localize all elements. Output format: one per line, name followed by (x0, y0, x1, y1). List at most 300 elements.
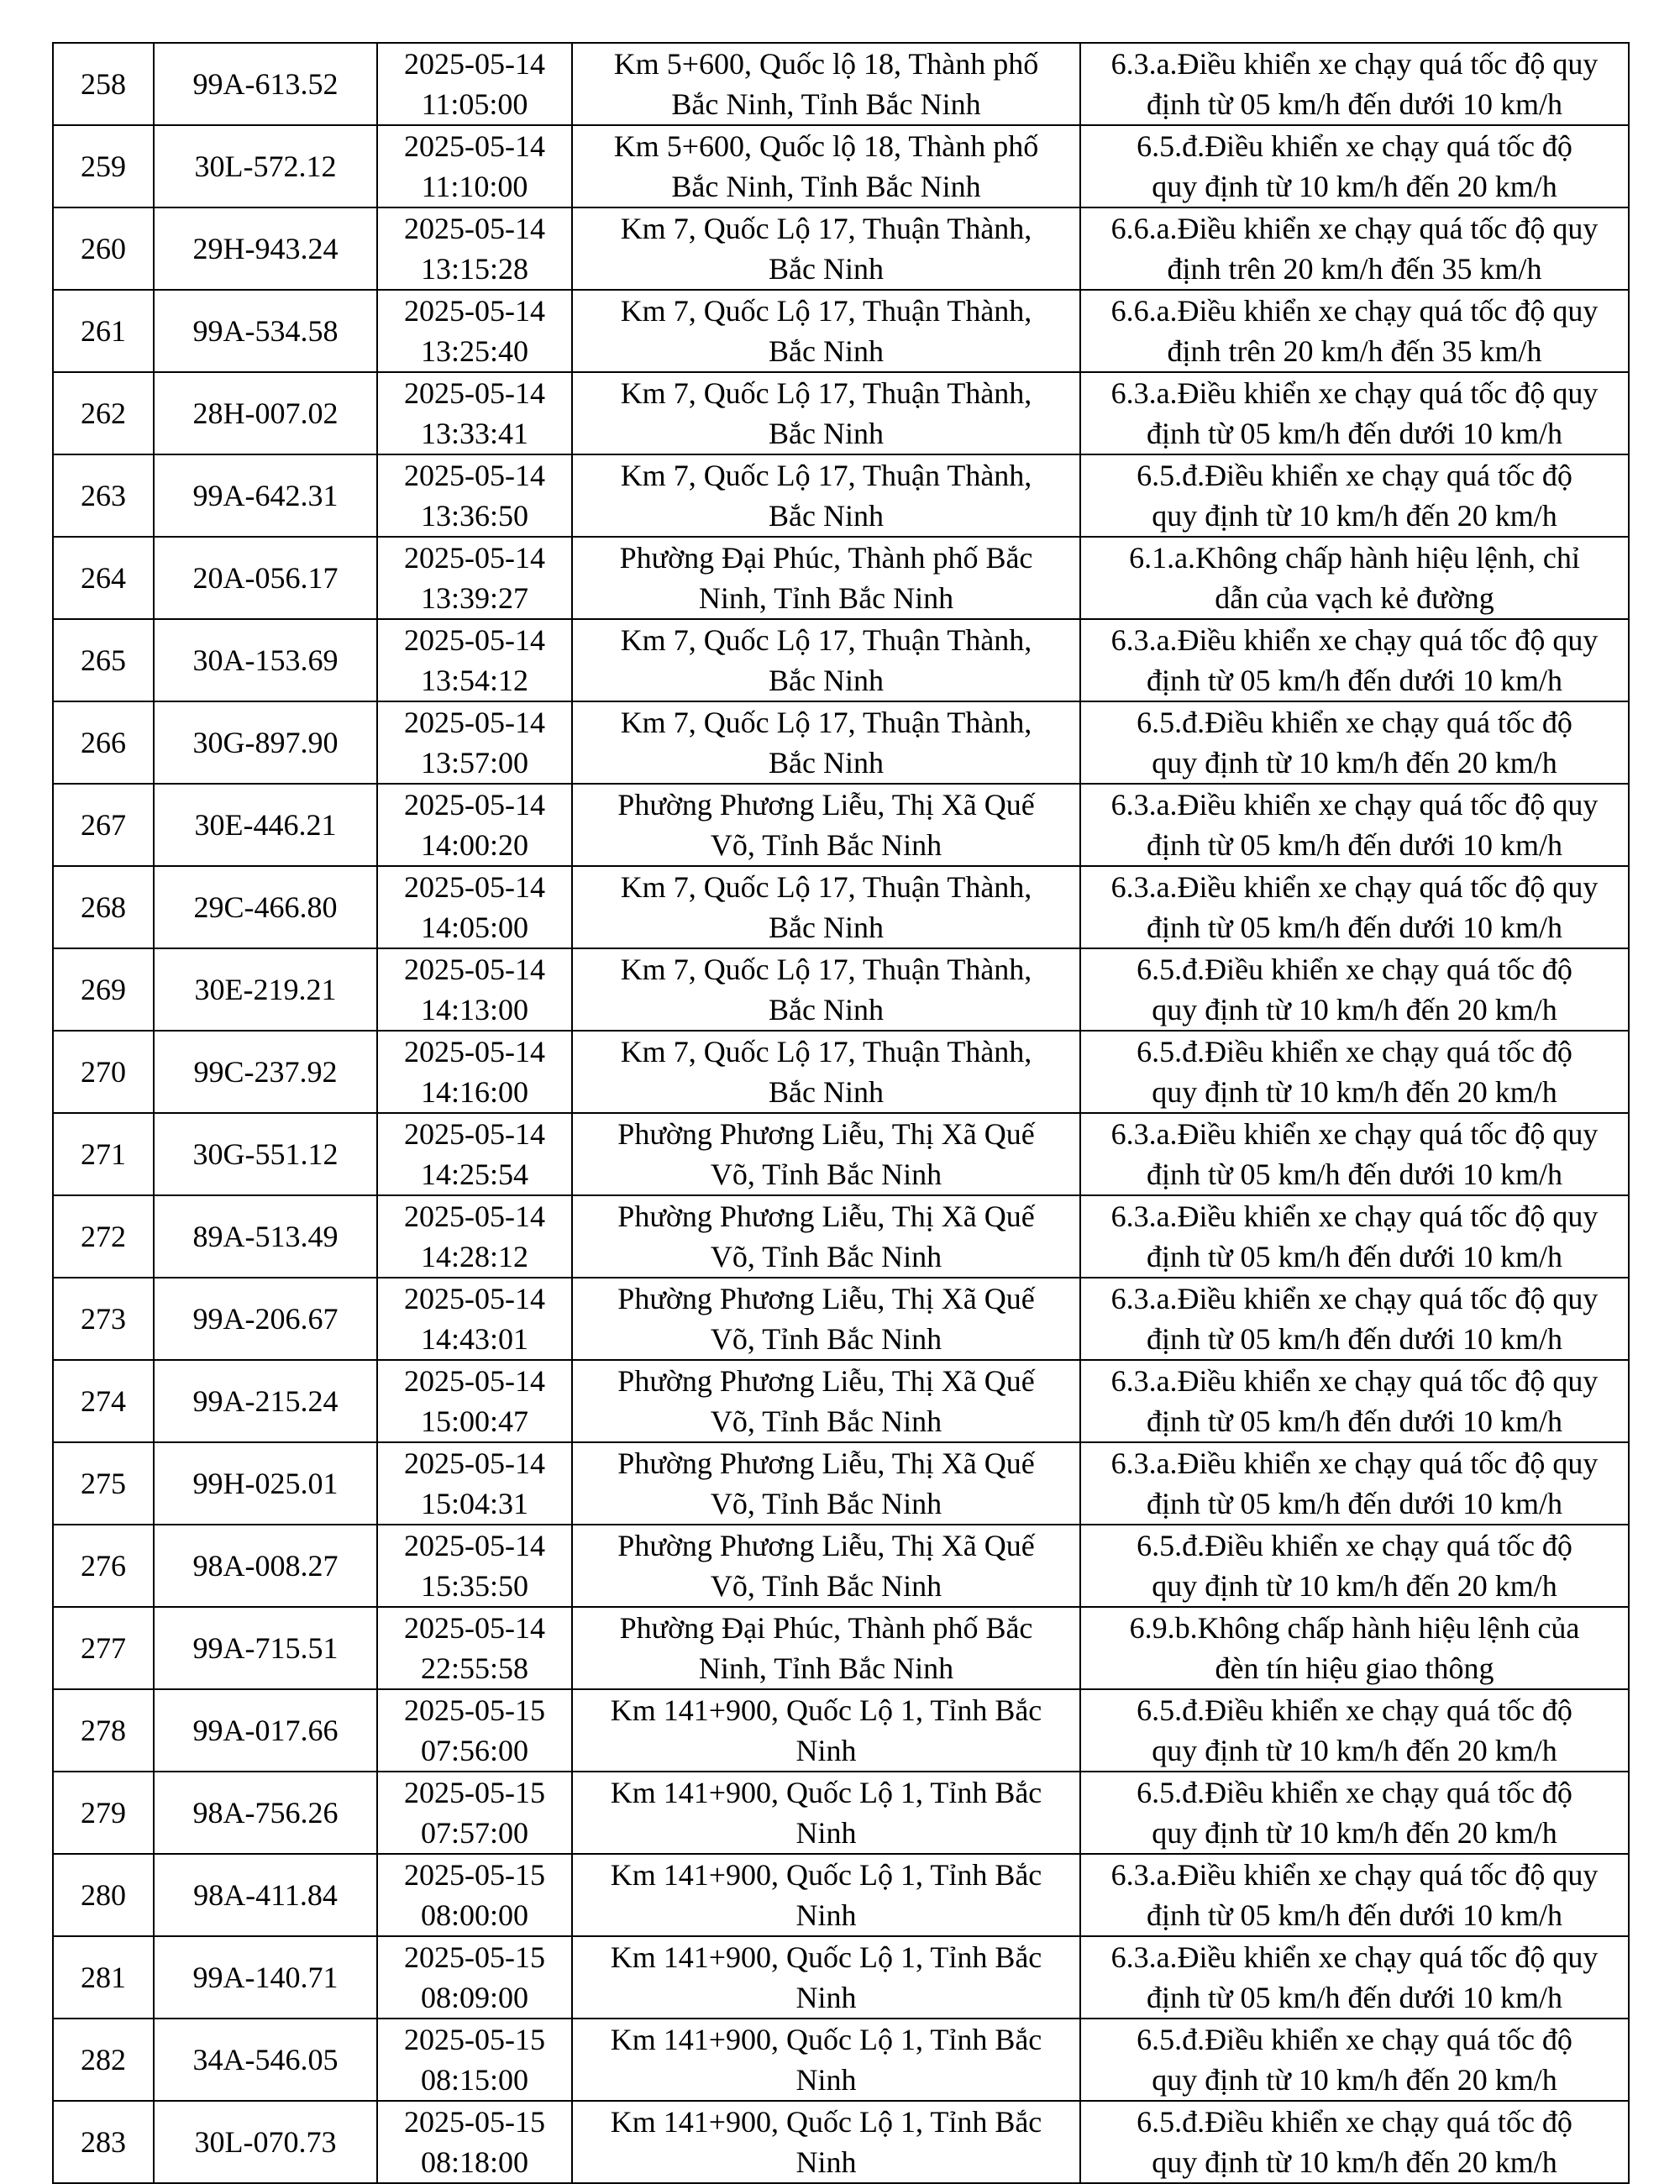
violation-cell (1080, 290, 1629, 372)
timestamp-cell (377, 1936, 572, 2019)
location-line-2: Bắc Ninh (769, 417, 884, 450)
row-number-cell (53, 1031, 154, 1113)
violation-cell (1080, 1031, 1629, 1113)
violation-cell (1080, 948, 1629, 1031)
license-plate-cell (154, 1031, 377, 1113)
violation-cell (1080, 866, 1629, 948)
location-line-2: Bắc Ninh (769, 1075, 884, 1109)
location-cell (572, 1525, 1080, 1607)
license-plate: 99A-715.51 (192, 1631, 339, 1665)
violation-line-1: 6.3.a.Điều khiển xe chạy quá tốc độ quy (1110, 1117, 1599, 1151)
violation-time: 13:39:27 (420, 581, 528, 615)
violation-date: 2025-05-14 (404, 129, 545, 163)
license-plate-cell (154, 1360, 377, 1442)
violation-line-1: 6.3.a.Điều khiển xe chạy quá tốc độ quy (1110, 1940, 1599, 1974)
violation-date: 2025-05-14 (404, 1446, 545, 1480)
license-plate: 30G-897.90 (192, 726, 339, 759)
table-row (53, 2101, 1629, 2183)
violation-line-2: định từ 05 km/h đến dưới 10 km/h (1146, 1240, 1563, 1273)
row-number-cell (53, 701, 154, 784)
license-plate-cell (154, 1607, 377, 1689)
violation-line-2: định từ 05 km/h đến dưới 10 km/h (1146, 911, 1563, 944)
row-number: 266 (81, 726, 126, 759)
location-line-2: Võ, Tỉnh Bắc Ninh (710, 1158, 942, 1191)
violation-line-1: 6.3.a.Điều khiển xe chạy quá tốc độ quy (1110, 1858, 1599, 1892)
location-line-2: Ninh (795, 1734, 857, 1767)
violation-date: 2025-05-14 (404, 1035, 545, 1068)
location-line-2: Bắc Ninh (769, 664, 884, 697)
violation-time: 11:05:00 (421, 87, 528, 121)
location-cell (572, 948, 1080, 1031)
location-line-1: Km 7, Quốc Lộ 17, Thuận Thành, (620, 870, 1032, 904)
row-number-cell (53, 2019, 154, 2101)
location-line-1: Km 7, Quốc Lộ 17, Thuận Thành, (620, 294, 1032, 328)
violation-line-1: 6.3.a.Điều khiển xe chạy quá tốc độ quy (1110, 1200, 1599, 1233)
violation-line-1: 6.5.đ.Điều khiển xe chạy quá tốc độ (1137, 129, 1572, 163)
timestamp-cell (377, 1360, 572, 1442)
license-plate: 34A-546.05 (192, 2043, 339, 2076)
license-plate: 99A-140.71 (192, 1961, 339, 1994)
row-number: 269 (81, 973, 126, 1006)
license-plate-cell (154, 1936, 377, 2019)
table-row (53, 1278, 1629, 1360)
license-plate: 89A-513.49 (192, 1220, 339, 1253)
violation-time: 11:10:00 (421, 170, 528, 203)
row-number: 281 (81, 1961, 126, 1994)
row-number-cell (53, 1689, 154, 1772)
timestamp-cell (377, 1442, 572, 1525)
location-line-1: Km 141+900, Quốc Lộ 1, Tỉnh Bắc (610, 1858, 1042, 1892)
location-line-2: Bắc Ninh, Tỉnh Bắc Ninh (671, 170, 981, 203)
row-number: 262 (81, 396, 126, 430)
table-row (53, 619, 1629, 701)
row-number: 277 (81, 1631, 126, 1665)
row-number: 263 (81, 479, 126, 512)
location-cell (572, 207, 1080, 290)
violation-time: 15:35:50 (420, 1569, 528, 1603)
location-line-1: Phường Đại Phúc, Thành phố Bắc (619, 1611, 1033, 1645)
violation-date: 2025-05-14 (404, 47, 545, 81)
violation-line-2: quy định từ 10 km/h đến 20 km/h (1152, 1734, 1557, 1767)
license-plate: 99H-025.01 (192, 1467, 339, 1500)
timestamp-cell (377, 1525, 572, 1607)
timestamp-cell (377, 1689, 572, 1772)
row-number-cell (53, 1936, 154, 2019)
table-row (53, 1031, 1629, 1113)
table-row (53, 454, 1629, 537)
violation-cell (1080, 1360, 1629, 1442)
row-number: 260 (81, 232, 126, 265)
license-plate: 99A-613.52 (192, 67, 339, 101)
violation-time: 08:18:00 (420, 2145, 528, 2179)
violation-date: 2025-05-15 (404, 2105, 545, 2139)
violation-time: 08:15:00 (420, 2063, 528, 2097)
violation-line-2: định từ 05 km/h đến dưới 10 km/h (1146, 1158, 1563, 1191)
violation-cell (1080, 1442, 1629, 1525)
row-number: 271 (81, 1137, 126, 1171)
location-line-1: Phường Phương Liễu, Thị Xã Quế (617, 1200, 1035, 1233)
location-line-1: Phường Phương Liễu, Thị Xã Quế (617, 1446, 1035, 1480)
table-row (53, 1772, 1629, 1854)
license-plate: 30E-446.21 (194, 808, 337, 842)
table-row (53, 125, 1629, 207)
violation-line-2: định từ 05 km/h đến dưới 10 km/h (1146, 1487, 1563, 1520)
violation-date: 2025-05-15 (404, 1693, 545, 1727)
timestamp-cell (377, 784, 572, 866)
violation-date: 2025-05-14 (404, 1282, 545, 1315)
table-row (53, 1360, 1629, 1442)
violation-time: 22:55:58 (420, 1651, 528, 1685)
violation-line-1: 6.5.đ.Điều khiển xe chạy quá tốc độ (1137, 1529, 1572, 1562)
location-line-1: Phường Phương Liễu, Thị Xã Quế (617, 788, 1035, 822)
violation-time: 14:28:12 (420, 1240, 528, 1273)
location-line-2: Ninh, Tỉnh Bắc Ninh (698, 581, 954, 615)
row-number: 272 (81, 1220, 126, 1253)
location-cell (572, 619, 1080, 701)
violation-date: 2025-05-14 (404, 1611, 545, 1645)
violation-line-2: dẫn của vạch kẻ đường (1215, 581, 1494, 615)
violation-line-2: định từ 05 km/h đến dưới 10 km/h (1146, 1981, 1563, 2014)
location-line-1: Km 5+600, Quốc lộ 18, Thành phố (613, 129, 1039, 163)
license-plate-cell (154, 1689, 377, 1772)
license-plate-cell (154, 207, 377, 290)
location-line-1: Phường Phương Liễu, Thị Xã Quế (617, 1282, 1035, 1315)
violation-line-2: định trên 20 km/h đến 35 km/h (1167, 252, 1542, 286)
timestamp-cell (377, 43, 572, 125)
violation-line-2: định từ 05 km/h đến dưới 10 km/h (1146, 1404, 1563, 1438)
violation-line-2: quy định từ 10 km/h đến 20 km/h (1152, 2063, 1557, 2097)
violation-cell (1080, 537, 1629, 619)
violation-time: 13:54:12 (420, 664, 528, 697)
violation-time: 13:36:50 (420, 499, 528, 533)
table-row (53, 784, 1629, 866)
row-number: 261 (81, 314, 126, 348)
row-number-cell (53, 948, 154, 1031)
license-plate-cell (154, 948, 377, 1031)
license-plate: 30L-572.12 (194, 150, 337, 183)
license-plate: 98A-008.27 (192, 1549, 339, 1583)
violation-line-2: định từ 05 km/h đến dưới 10 km/h (1146, 828, 1563, 862)
row-number-cell (53, 1278, 154, 1360)
location-cell (572, 1113, 1080, 1195)
violation-line-1: 6.1.a.Không chấp hành hiệu lệnh, chỉ (1129, 541, 1580, 575)
location-cell (572, 125, 1080, 207)
license-plate-cell (154, 1195, 377, 1278)
timestamp-cell (377, 1772, 572, 1854)
violation-date: 2025-05-14 (404, 788, 545, 822)
license-plate-cell (154, 619, 377, 701)
row-number: 283 (81, 2125, 126, 2159)
row-number-cell (53, 784, 154, 866)
violation-time: 13:33:41 (420, 417, 528, 450)
location-cell (572, 1442, 1080, 1525)
row-number-cell (53, 537, 154, 619)
timestamp-cell (377, 125, 572, 207)
violation-time: 07:56:00 (420, 1734, 528, 1767)
violation-line-1: 6.5.đ.Điều khiển xe chạy quá tốc độ (1137, 2105, 1572, 2139)
license-plate-cell (154, 125, 377, 207)
violation-date: 2025-05-14 (404, 623, 545, 657)
violation-line-1: 6.5.đ.Điều khiển xe chạy quá tốc độ (1137, 459, 1572, 492)
location-line-1: Km 5+600, Quốc lộ 18, Thành phố (613, 47, 1039, 81)
location-cell (572, 784, 1080, 866)
location-line-2: Bắc Ninh (769, 746, 884, 780)
row-number: 268 (81, 890, 126, 924)
violation-line-1: 6.3.a.Điều khiển xe chạy quá tốc độ quy (1110, 1364, 1599, 1398)
violation-date: 2025-05-14 (404, 541, 545, 575)
violation-time: 13:57:00 (420, 746, 528, 780)
location-line-1: Km 141+900, Quốc Lộ 1, Tỉnh Bắc (610, 1940, 1042, 1974)
row-number-cell (53, 1195, 154, 1278)
location-line-2: Võ, Tỉnh Bắc Ninh (710, 828, 942, 862)
row-number: 259 (81, 150, 126, 183)
violation-line-1: 6.3.a.Điều khiển xe chạy quá tốc độ quy (1110, 47, 1599, 81)
table-row (53, 2019, 1629, 2101)
violation-cell (1080, 1854, 1629, 1936)
table-row (53, 701, 1629, 784)
location-line-1: Km 7, Quốc Lộ 17, Thuận Thành, (620, 953, 1032, 986)
row-number-cell (53, 1360, 154, 1442)
location-cell (572, 1278, 1080, 1360)
location-cell (572, 454, 1080, 537)
row-number: 258 (81, 67, 126, 101)
row-number-cell (53, 290, 154, 372)
timestamp-cell (377, 866, 572, 948)
license-plate-cell (154, 701, 377, 784)
violation-cell (1080, 454, 1629, 537)
location-cell (572, 537, 1080, 619)
violation-date: 2025-05-15 (404, 1940, 545, 1974)
location-line-2: Võ, Tỉnh Bắc Ninh (710, 1487, 942, 1520)
location-cell (572, 1854, 1080, 1936)
location-line-2: Ninh (795, 2145, 857, 2179)
timestamp-cell (377, 1113, 572, 1195)
violation-line-2: đèn tín hiệu giao thông (1215, 1651, 1494, 1685)
row-number-cell (53, 1442, 154, 1525)
license-plate: 99C-237.92 (193, 1055, 338, 1089)
timestamp-cell (377, 207, 572, 290)
violation-line-2: định từ 05 km/h đến dưới 10 km/h (1146, 87, 1563, 121)
table-row (53, 372, 1629, 454)
violation-time: 08:00:00 (420, 1898, 528, 1932)
violation-line-1: 6.3.a.Điều khiển xe chạy quá tốc độ quy (1110, 1282, 1599, 1315)
row-number-cell (53, 1525, 154, 1607)
violation-line-2: quy định từ 10 km/h đến 20 km/h (1152, 1075, 1557, 1109)
location-line-2: Bắc Ninh (769, 334, 884, 368)
table-row (53, 1113, 1629, 1195)
row-number: 280 (81, 1878, 126, 1912)
location-cell (572, 866, 1080, 948)
location-cell (572, 1772, 1080, 1854)
table-row (53, 1607, 1629, 1689)
violation-line-1: 6.5.đ.Điều khiển xe chạy quá tốc độ (1137, 1035, 1572, 1068)
location-line-1: Km 7, Quốc Lộ 17, Thuận Thành, (620, 706, 1032, 739)
location-cell (572, 1360, 1080, 1442)
violation-line-1: 6.6.a.Điều khiển xe chạy quá tốc độ quy (1110, 294, 1599, 328)
timestamp-cell (377, 2101, 572, 2183)
violation-date: 2025-05-15 (404, 1858, 545, 1892)
location-line-1: Km 7, Quốc Lộ 17, Thuận Thành, (620, 459, 1032, 492)
license-plate: 99A-017.66 (192, 1714, 339, 1747)
violation-cell (1080, 701, 1629, 784)
timestamp-cell (377, 1031, 572, 1113)
violation-date: 2025-05-14 (404, 376, 545, 410)
license-plate-cell (154, 372, 377, 454)
license-plate-cell (154, 784, 377, 866)
timestamp-cell (377, 701, 572, 784)
timestamp-cell (377, 372, 572, 454)
violation-time: 13:25:40 (420, 334, 528, 368)
row-number: 265 (81, 643, 126, 677)
table-row (53, 1689, 1629, 1772)
violation-line-1: 6.3.a.Điều khiển xe chạy quá tốc độ quy (1110, 870, 1599, 904)
violation-cell (1080, 619, 1629, 701)
violation-cell (1080, 207, 1629, 290)
violation-line-2: quy định từ 10 km/h đến 20 km/h (1152, 2145, 1557, 2179)
violation-line-1: 6.5.đ.Điều khiển xe chạy quá tốc độ (1137, 953, 1572, 986)
violation-time: 14:43:01 (420, 1322, 528, 1356)
row-number: 264 (81, 561, 126, 595)
violation-line-2: định từ 05 km/h đến dưới 10 km/h (1146, 664, 1563, 697)
location-line-1: Phường Đại Phúc, Thành phố Bắc (619, 541, 1033, 575)
violation-line-2: quy định từ 10 km/h đến 20 km/h (1152, 746, 1557, 780)
violation-line-2: quy định từ 10 km/h đến 20 km/h (1152, 1569, 1557, 1603)
row-number-cell (53, 619, 154, 701)
row-number-cell (53, 454, 154, 537)
location-line-1: Phường Phương Liễu, Thị Xã Quế (617, 1364, 1035, 1398)
violation-date: 2025-05-14 (404, 212, 545, 245)
violation-cell (1080, 1195, 1629, 1278)
table-row (53, 1936, 1629, 2019)
violations-table-body (53, 43, 1629, 2183)
violation-date: 2025-05-14 (404, 953, 545, 986)
location-line-2: Bắc Ninh, Tỉnh Bắc Ninh (671, 87, 981, 121)
location-line-1: Km 141+900, Quốc Lộ 1, Tỉnh Bắc (610, 1776, 1042, 1809)
violation-line-2: quy định từ 10 km/h đến 20 km/h (1152, 170, 1557, 203)
violation-time: 14:25:54 (420, 1158, 528, 1191)
violation-date: 2025-05-15 (404, 2023, 545, 2056)
location-line-2: Võ, Tỉnh Bắc Ninh (710, 1322, 942, 1356)
row-number-cell (53, 372, 154, 454)
violation-line-1: 6.6.a.Điều khiển xe chạy quá tốc độ quy (1110, 212, 1599, 245)
location-line-1: Phường Phương Liễu, Thị Xã Quế (617, 1529, 1035, 1562)
violation-line-1: 6.5.đ.Điều khiển xe chạy quá tốc độ (1137, 1776, 1572, 1809)
location-cell (572, 1195, 1080, 1278)
violation-line-1: 6.5.đ.Điều khiển xe chạy quá tốc độ (1137, 706, 1572, 739)
row-number: 267 (81, 808, 126, 842)
violation-line-2: định trên 20 km/h đến 35 km/h (1167, 334, 1542, 368)
violation-date: 2025-05-14 (404, 1200, 545, 1233)
location-line-1: Km 7, Quốc Lộ 17, Thuận Thành, (620, 1035, 1032, 1068)
violation-line-1: 6.3.a.Điều khiển xe chạy quá tốc độ quy (1110, 623, 1599, 657)
license-plate-cell (154, 43, 377, 125)
row-number: 279 (81, 1796, 126, 1830)
license-plate: 99A-534.58 (192, 314, 339, 348)
location-cell (572, 1031, 1080, 1113)
violation-cell (1080, 1772, 1629, 1854)
license-plate: 30G-551.12 (192, 1137, 339, 1171)
row-number: 275 (81, 1467, 126, 1500)
location-cell (572, 701, 1080, 784)
violation-line-2: định từ 05 km/h đến dưới 10 km/h (1146, 1322, 1563, 1356)
violation-date: 2025-05-14 (404, 1364, 545, 1398)
violation-time: 08:09:00 (420, 1981, 528, 2014)
violation-date: 2025-05-14 (404, 294, 545, 328)
timestamp-cell (377, 619, 572, 701)
violation-cell (1080, 1936, 1629, 2019)
location-cell (572, 2019, 1080, 2101)
violation-line-2: quy định từ 10 km/h đến 20 km/h (1152, 499, 1557, 533)
violation-time: 07:57:00 (420, 1816, 528, 1850)
location-cell (572, 372, 1080, 454)
violation-line-1: 6.5.đ.Điều khiển xe chạy quá tốc độ (1137, 2023, 1572, 2056)
table-row (53, 207, 1629, 290)
location-line-2: Ninh (795, 1816, 857, 1850)
table-row (53, 1442, 1629, 1525)
table-row (53, 1195, 1629, 1278)
license-plate: 99A-206.67 (192, 1302, 339, 1336)
timestamp-cell (377, 454, 572, 537)
license-plate: 99A-215.24 (192, 1384, 339, 1418)
violation-date: 2025-05-14 (404, 1529, 545, 1562)
license-plate-cell (154, 2101, 377, 2183)
violation-cell (1080, 1278, 1629, 1360)
location-cell (572, 290, 1080, 372)
row-number-cell (53, 1113, 154, 1195)
location-cell (572, 1936, 1080, 2019)
license-plate: 29C-466.80 (193, 890, 338, 924)
license-plate-cell (154, 1442, 377, 1525)
license-plate: 20A-056.17 (192, 561, 339, 595)
table-row (53, 290, 1629, 372)
violation-time: 14:05:00 (420, 911, 528, 944)
row-number-cell (53, 43, 154, 125)
location-line-2: Bắc Ninh (769, 911, 884, 944)
violation-line-1: 6.3.a.Điều khiển xe chạy quá tốc độ quy (1110, 788, 1599, 822)
row-number: 274 (81, 1384, 126, 1418)
license-plate: 98A-411.84 (193, 1878, 338, 1912)
license-plate: 99A-642.31 (192, 479, 339, 512)
location-cell (572, 43, 1080, 125)
row-number-cell (53, 1854, 154, 1936)
violation-cell (1080, 372, 1629, 454)
location-line-1: Km 7, Quốc Lộ 17, Thuận Thành, (620, 376, 1032, 410)
violation-line-2: định từ 05 km/h đến dưới 10 km/h (1146, 417, 1563, 450)
location-line-2: Ninh (795, 2063, 857, 2097)
violations-table (52, 42, 1630, 2184)
violation-cell (1080, 1113, 1629, 1195)
violation-date: 2025-05-14 (404, 870, 545, 904)
location-line-2: Bắc Ninh (769, 252, 884, 286)
violation-time: 15:00:47 (420, 1404, 528, 1438)
violation-line-2: quy định từ 10 km/h đến 20 km/h (1152, 1816, 1557, 1850)
license-plate-cell (154, 2019, 377, 2101)
license-plate-cell (154, 1278, 377, 1360)
table-row (53, 43, 1629, 125)
location-line-1: Km 7, Quốc Lộ 17, Thuận Thành, (620, 623, 1032, 657)
row-number: 273 (81, 1302, 126, 1336)
timestamp-cell (377, 1195, 572, 1278)
license-plate-cell (154, 1772, 377, 1854)
row-number-cell (53, 866, 154, 948)
row-number: 278 (81, 1714, 126, 1747)
location-line-2: Ninh (795, 1898, 857, 1932)
location-line-2: Ninh, Tỉnh Bắc Ninh (698, 1651, 954, 1685)
violation-line-2: quy định từ 10 km/h đến 20 km/h (1152, 993, 1557, 1026)
license-plate-cell (154, 866, 377, 948)
violation-time: 15:04:31 (420, 1487, 528, 1520)
license-plate-cell (154, 1525, 377, 1607)
